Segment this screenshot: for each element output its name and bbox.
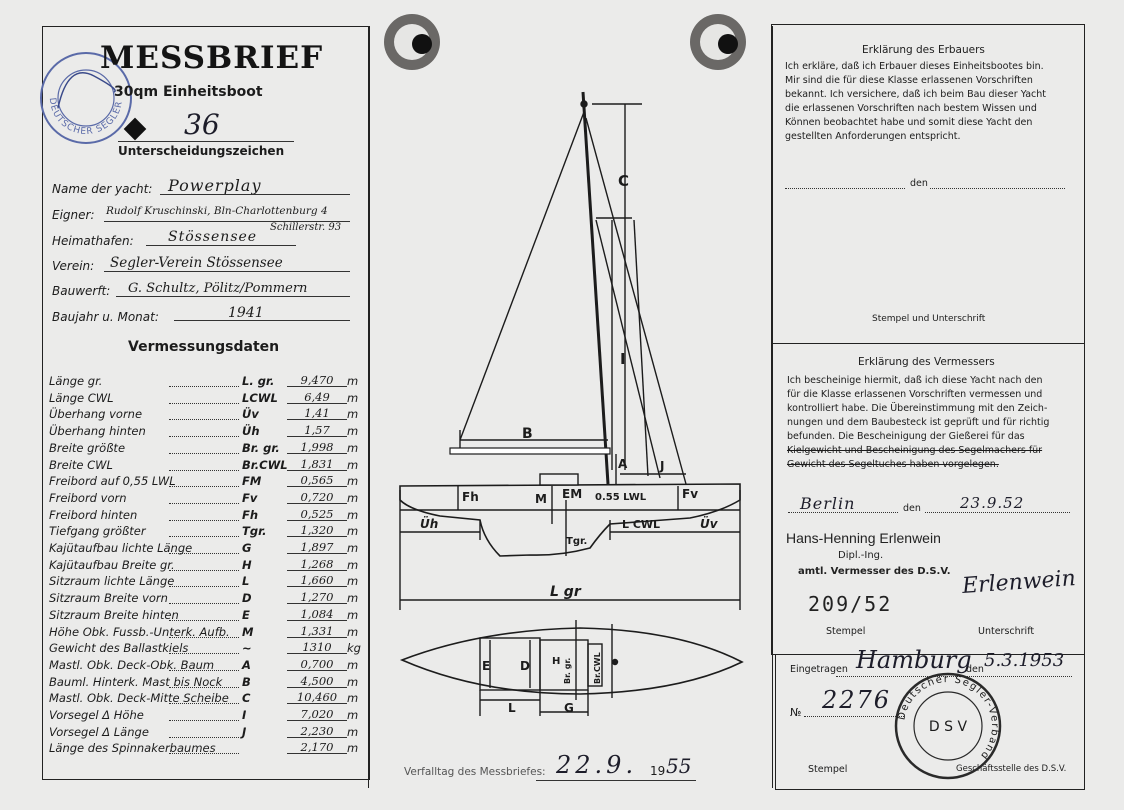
- measurement-value-line: [287, 603, 347, 604]
- measurement-unit: m: [347, 424, 359, 439]
- dim-label-uv: Üv: [700, 517, 718, 531]
- measurement-symbol: A: [242, 657, 251, 672]
- measurement-value-line: [287, 486, 347, 487]
- builder-place-line: [785, 188, 905, 189]
- registration-date: 5.3.1953: [984, 650, 1065, 671]
- surveyor-line-4: nungen und dem Baubesteck ist geprüft und für richtig: [787, 417, 1050, 428]
- surveyor-place-line: [788, 512, 898, 513]
- surveyor-name: Hans-Henning Erlenwein: [786, 530, 941, 546]
- measurement-value-line: [287, 653, 347, 654]
- measurement-name: Mastl. Obk. Deck-Mitte Scheibe: [49, 691, 229, 706]
- builder-line-2: Mir sind die für diese Klasse erlassenen Vorschriften: [785, 75, 1033, 86]
- field-club-value: Segler-Verein Stössensee: [110, 255, 283, 271]
- measurement-name: Breite CWL: [49, 457, 113, 472]
- measurement-value: 0,720: [300, 489, 334, 504]
- surveyor-line-5: befunden. Die Bescheinigung der Gießerei für das: [787, 431, 1025, 442]
- measurement-leader: [169, 419, 239, 420]
- boat-class: 30qm Einheitsboot: [114, 84, 263, 100]
- measurement-symbol: Br. gr.: [242, 440, 280, 455]
- expiry-label: Verfalltag des Messbriefes:: [404, 766, 546, 778]
- measurement-value-line: [287, 720, 347, 721]
- measurement-value: 1310: [302, 640, 332, 655]
- measurement-symbol: Üv: [242, 407, 259, 422]
- field-owner-value: Rudolf Kruschinski, Bln-Charlottenburg 4: [106, 205, 328, 217]
- measurement-value-line: [287, 553, 347, 554]
- measurement-name: Sitzraum Breite hinten: [49, 607, 179, 622]
- measurement-symbol: FM: [242, 474, 262, 489]
- dsv-stamp-bottom: [890, 668, 1006, 784]
- surveyor-title-2: amtl. Vermesser des D.S.V.: [798, 566, 951, 577]
- surveyor-date-sep: den: [903, 503, 921, 514]
- measurement-symbol: ~: [242, 641, 252, 656]
- measurement-unit: m: [347, 374, 359, 388]
- measurement-name: Freibord auf 0,55 LWL: [49, 474, 176, 489]
- measurement-value-line: [287, 586, 347, 587]
- field-year-line: [174, 320, 350, 321]
- measurement-name: Überhang vorne: [49, 407, 143, 422]
- dim-label-b: B: [522, 426, 533, 442]
- field-home-label: Heimathafen:: [52, 234, 134, 248]
- measurement-value-line: [287, 470, 347, 471]
- measurement-value-line: [287, 637, 347, 638]
- dim-label-brgr: Br. gr.: [563, 657, 572, 684]
- measurement-row: [49, 608, 363, 623]
- measurement-row: [49, 541, 363, 556]
- sail-plan-drawing: [370, 80, 770, 730]
- surveyor-stempel-label: Stempel: [826, 626, 866, 637]
- sail-number-line: [118, 141, 294, 142]
- sail-number-label: Unterscheidungszeichen: [118, 144, 285, 158]
- surveyor-title: Erklärung des Vermessers: [858, 356, 995, 368]
- measurement-row: [49, 675, 363, 690]
- dim-label-j: J: [660, 459, 665, 473]
- measurement-symbol: Tgr.: [242, 524, 267, 539]
- dim-label-tgr: Tgr.: [566, 536, 588, 547]
- dim-label-i: I: [620, 350, 626, 368]
- measurement-leader: [169, 536, 239, 537]
- measurement-leader: [169, 720, 239, 721]
- measurement-row: [49, 491, 363, 506]
- registration-no-label: №: [790, 706, 802, 719]
- surveyor-unterschrift-label: Unterschrift: [978, 626, 1035, 637]
- measurement-unit: kg: [347, 641, 361, 656]
- measurement-value: 6,49: [304, 389, 330, 404]
- measurement-row: [49, 625, 363, 640]
- measurement-row: [49, 524, 363, 539]
- measurement-row: [49, 708, 363, 723]
- measurement-value-line: [287, 403, 347, 404]
- registration-date-sep: den: [966, 664, 984, 675]
- measurement-name: Höhe Obk. Fussb.-Unterk. Aufb.: [49, 624, 230, 639]
- measurement-name: Länge CWL: [49, 390, 114, 405]
- measurement-leader: [169, 586, 239, 587]
- measurement-value: 0,525: [300, 506, 334, 521]
- measurement-unit: m: [347, 607, 359, 622]
- measurement-value: 7,020: [300, 707, 334, 721]
- measurement-row: [49, 741, 363, 756]
- dim-label-c: C: [618, 172, 630, 190]
- measurement-value: 0,565: [300, 473, 334, 488]
- builder-stamp-label: Stempel und Unterschrift: [872, 314, 986, 324]
- measurement-unit: m: [347, 574, 359, 589]
- measurement-leader: [169, 470, 239, 471]
- field-home-line: [146, 245, 296, 246]
- measurement-row: [49, 641, 363, 656]
- measurement-name: Kajütaufbau lichte Länge: [49, 541, 193, 555]
- punch-hole-right-icon: [688, 12, 748, 72]
- measurement-row: [49, 424, 363, 439]
- field-home-value: Stössensee: [168, 229, 258, 245]
- measurement-name: Sitzraum Breite vorn: [49, 591, 168, 606]
- measurement-name: Überhang hinten: [49, 424, 146, 439]
- stamp-bottom-center: D S V: [928, 719, 968, 735]
- measurement-name: Breite größte: [49, 440, 126, 455]
- measurement-row: [49, 458, 363, 473]
- surveyor-line-2: für die Klasse erlassenen Vorschriften vermessen und: [787, 389, 1043, 400]
- measurement-leader: [169, 486, 239, 487]
- measurement-value: 1,57: [304, 423, 330, 438]
- measurements-title: Vermessungsdaten: [128, 339, 280, 355]
- measurement-row: [49, 441, 363, 456]
- measurement-unit: m: [347, 674, 359, 689]
- measurement-value: 1,660: [300, 573, 334, 588]
- measurement-row: [49, 691, 363, 706]
- dim-label-a: A: [618, 457, 628, 471]
- measurement-unit: m: [347, 390, 359, 405]
- registration-number: 2276: [822, 686, 892, 714]
- measurement-value-line: [287, 670, 347, 671]
- measurement-row: [49, 658, 363, 673]
- measurement-symbol: G: [242, 541, 252, 555]
- builder-line-1: Ich erkläre, daß ich Erbauer dieses Einheitsbootes bin.: [785, 61, 1044, 72]
- dim-label-h: H: [552, 656, 561, 667]
- dim-label-uh: Üh: [420, 517, 439, 531]
- measurement-value: 1,084: [300, 606, 334, 621]
- measurement-value: 2,230: [300, 723, 334, 738]
- measurement-row: [49, 591, 363, 606]
- measurement-name: Freibord vorn: [49, 490, 127, 505]
- field-year-value: 1941: [228, 305, 264, 321]
- field-year-label: Baujahr u. Monat:: [52, 310, 159, 324]
- dim-label-fh: Fh: [462, 490, 479, 504]
- measurement-value: 1,320: [300, 523, 334, 538]
- measurement-row: [49, 374, 363, 389]
- expiry-year: 55: [666, 754, 692, 778]
- measurement-leader: [169, 570, 239, 571]
- measurement-value-line: [287, 753, 347, 754]
- measurement-row: [49, 391, 363, 406]
- sail-number: 36: [184, 108, 220, 141]
- measurement-row: [49, 474, 363, 489]
- measurement-leader: [169, 520, 239, 521]
- measurement-leader: [169, 637, 239, 638]
- registration-place: Hamburg: [856, 646, 972, 674]
- measurement-row: [49, 407, 363, 422]
- dim-label-lwl: 0.55 LWL: [595, 492, 647, 503]
- measurement-value: 1,998: [300, 439, 334, 454]
- registration-label: Eingetragen: [790, 664, 848, 675]
- stamp-bottom-ring-text: Deutscher Segler-Verband: [896, 673, 1001, 762]
- measurement-value-line: [287, 436, 347, 437]
- measurement-unit: m: [347, 591, 359, 606]
- measurement-symbol: E: [242, 607, 250, 622]
- measurement-leader: [169, 620, 239, 621]
- measurement-leader: [169, 737, 239, 738]
- measurement-unit: m: [347, 557, 359, 572]
- measurement-name: Mastl. Obk. Deck-Obk. Baum: [49, 657, 215, 672]
- field-yard-value: G. Schultz, Pölitz/Pommern: [128, 281, 308, 296]
- measurement-symbol: LCWL: [242, 390, 278, 405]
- measurement-value-line: [287, 419, 347, 420]
- measurement-name: Vorsegel Δ Länge: [49, 724, 149, 739]
- measurement-row: [49, 558, 363, 573]
- builder-date-sep: den: [910, 178, 928, 189]
- builder-line-5: Können beobachtet habe und somit diese Yacht den: [785, 117, 1033, 128]
- registration-stempel-label: Stempel: [808, 764, 848, 775]
- measurement-value: 1,897: [300, 540, 334, 554]
- measurement-unit: m: [347, 524, 359, 539]
- measurement-unit: m: [347, 691, 359, 706]
- measurement-value: 9,470: [300, 373, 334, 387]
- measurement-name: Kajütaufbau Breite gr.: [49, 557, 175, 572]
- measurement-unit: m: [347, 708, 359, 722]
- surveyor-place: Berlin: [800, 494, 856, 513]
- dim-label-g: G: [564, 701, 574, 715]
- surveyor-line-3: kontrolliert habe. Die Übereinstimmung mit den Zeich-: [787, 403, 1048, 414]
- measurement-leader: [169, 653, 239, 654]
- measurement-row: [49, 508, 363, 523]
- surveyor-signature: Erlenwein: [961, 566, 1077, 599]
- builder-line-4: die erlassenen Vorschriften nach bestem Wissen und: [785, 103, 1037, 114]
- measurement-leader: [169, 453, 239, 454]
- measurement-value-line: [287, 386, 347, 387]
- measurement-symbol: C: [242, 691, 251, 706]
- dim-label-e: E: [482, 659, 491, 673]
- expiry-year-prefix: 19: [650, 764, 666, 778]
- builder-date-line: [930, 188, 1065, 189]
- field-yard-label: Bauwerft:: [52, 284, 111, 298]
- expiry-line: [536, 780, 696, 781]
- field-name-value: Powerplay: [168, 176, 262, 195]
- dim-label-lcwl: L CWL: [622, 518, 661, 531]
- surveyor-date-line: [925, 512, 1070, 513]
- measurement-name: Bauml. Hinterk. Mast bis Nock: [49, 674, 223, 689]
- dim-label-d: D: [520, 659, 530, 673]
- measurement-symbol: H: [242, 557, 252, 572]
- measurement-leader: [169, 703, 239, 704]
- dim-label-brcwl: Br.CWL: [593, 652, 602, 684]
- measurement-name: Gewicht des Ballastkiels: [49, 641, 189, 656]
- measurement-value: 0,700: [300, 656, 334, 671]
- measurement-unit: m: [347, 541, 359, 555]
- measurement-unit: m: [347, 724, 359, 739]
- field-name-label: Name der yacht:: [52, 182, 153, 196]
- measurement-leader: [169, 436, 239, 437]
- measurement-leader: [169, 670, 239, 671]
- measurement-unit: m: [347, 457, 359, 472]
- registration-number-line: [804, 716, 904, 717]
- measurement-unit: m: [347, 624, 359, 639]
- measurement-name: Vorsegel Δ Höhe: [49, 708, 144, 722]
- surveyor-line-1: Ich bescheinige hiermit, daß ich diese Yacht nach den: [787, 375, 1043, 386]
- measurement-row: [49, 725, 363, 740]
- surveyor-line-6: Kielgewicht und Bescheinigung des Segelmachers für: [787, 445, 1043, 456]
- measurement-symbol: L. gr.: [242, 374, 275, 388]
- measurement-leader: [169, 403, 239, 404]
- measurement-value-line: [287, 737, 347, 738]
- surveyor-title-1: Dipl.-Ing.: [838, 550, 884, 561]
- measurement-name: Sitzraum lichte Länge: [49, 574, 175, 589]
- measurement-symbol: I: [242, 708, 247, 722]
- measurement-leader: [169, 386, 239, 387]
- measurement-name: Länge gr.: [49, 374, 103, 388]
- measurement-unit: m: [347, 440, 359, 455]
- measurement-value: 1,268: [300, 556, 334, 571]
- measurement-symbol: L: [242, 574, 250, 589]
- measurement-value-line: [287, 703, 347, 704]
- field-yard-line: [116, 296, 350, 297]
- dim-label-lgr: L gr: [550, 584, 581, 600]
- surveyor-number: 209/52: [808, 592, 893, 616]
- measurement-unit: m: [347, 407, 359, 422]
- measurement-symbol: Üh: [242, 424, 260, 439]
- measurement-symbol: D: [242, 591, 252, 606]
- registration-office-label: Geschäftsstelle des D.S.V.: [956, 764, 1067, 774]
- measurement-name: Freibord hinten: [49, 507, 138, 522]
- measurement-value-line: [287, 687, 347, 688]
- builder-line-6: gestellten Anforderungen entspricht.: [785, 131, 961, 142]
- measurement-value-line: [287, 536, 347, 537]
- stamp-top-text: DEUTSCHER SEGLER: [46, 97, 125, 138]
- measurement-value-line: [287, 570, 347, 571]
- measurement-value: 1,831: [300, 456, 334, 471]
- builder-title: Erklärung des Erbauers: [862, 44, 985, 56]
- measurement-value-line: [287, 620, 347, 621]
- measurement-value: 1,41: [304, 406, 330, 421]
- measurement-value: 1,270: [300, 590, 334, 605]
- dim-label-l: L: [508, 701, 516, 715]
- measurement-unit: m: [347, 490, 359, 505]
- measurement-symbol: M: [242, 624, 254, 639]
- measurement-unit: m: [347, 657, 359, 672]
- measurement-leader: [169, 753, 239, 754]
- measurement-value: 10,460: [296, 690, 338, 705]
- measurement-name: Tiefgang größter: [49, 524, 146, 539]
- expiry-date: 22.9.: [556, 751, 638, 779]
- surveyor-line-7: Gewicht des Segeltuches haben vorgelegen.: [787, 459, 999, 470]
- measurement-symbol: B: [242, 674, 251, 689]
- dim-label-em: EM: [562, 487, 583, 501]
- measurement-value-line: [287, 503, 347, 504]
- measurement-unit: m: [347, 474, 359, 489]
- field-club-label: Verein:: [52, 259, 95, 273]
- measurement-symbol: Br.CWL: [242, 457, 288, 472]
- measurement-value: 2,170: [300, 740, 334, 755]
- field-owner-address: Schillerstr. 93: [270, 222, 342, 233]
- field-owner-label: Eigner:: [52, 208, 95, 222]
- measurement-symbol: Fh: [242, 507, 259, 522]
- measurement-value: 4,500: [300, 673, 334, 688]
- measurement-leader: [169, 603, 239, 604]
- measurement-value-line: [287, 520, 347, 521]
- builder-line-3: bekannt. Ich versichere, daß ich beim Bau dieser Yacht: [785, 89, 1046, 100]
- measurement-row: [49, 574, 363, 589]
- dim-label-m: M: [535, 492, 547, 506]
- punch-hole-left-icon: [382, 12, 442, 72]
- measurement-symbol: J: [242, 724, 247, 739]
- field-club-line: [104, 271, 350, 272]
- field-name-line: [160, 194, 350, 195]
- certificate-title: MESSBRIEF: [100, 40, 324, 76]
- measurement-leader: [169, 553, 239, 554]
- measurement-value: 1,331: [300, 623, 334, 638]
- measurement-symbol: Fv: [242, 490, 258, 505]
- measurement-leader: [169, 687, 239, 688]
- measurement-leader: [169, 503, 239, 504]
- measurement-unit: m: [347, 507, 359, 522]
- surveyor-date: 23.9.52: [960, 494, 1025, 512]
- measurement-unit: m: [347, 741, 359, 756]
- dim-label-fv: Fv: [682, 487, 699, 501]
- measurement-value-line: [287, 453, 347, 454]
- measurement-name: Länge des Spinnakerbaumes: [49, 741, 216, 756]
